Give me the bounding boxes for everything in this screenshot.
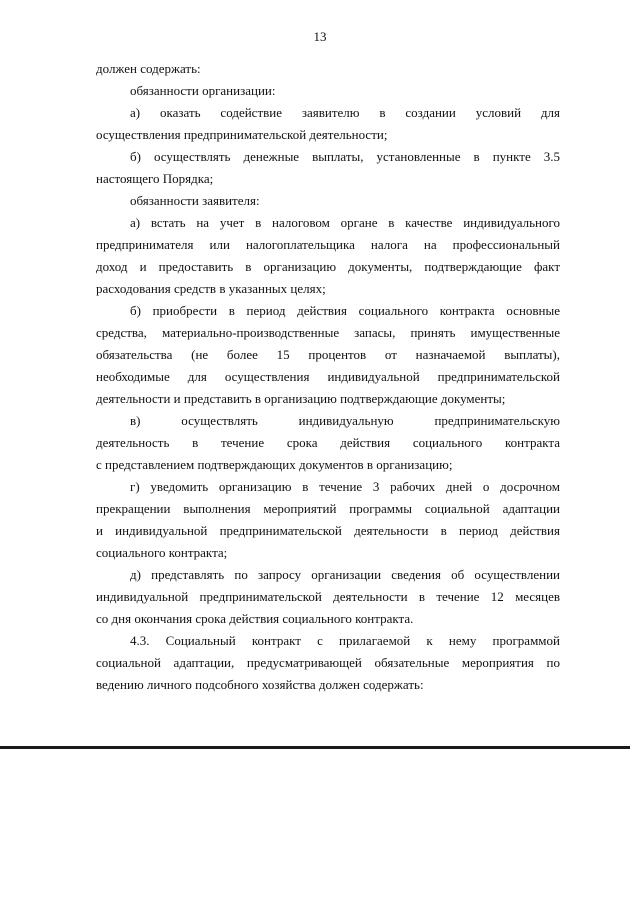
paragraph-org-duties-heading <box>96 80 560 102</box>
text-line: обязанности заявителя: <box>130 193 260 208</box>
paragraph-applicant-duties-heading <box>96 190 560 212</box>
document-body <box>96 58 560 696</box>
paragraph-applicant-duty-b <box>96 300 560 410</box>
text-line: а) оказать содействие заявителю в создании условий для <box>130 105 560 120</box>
text-line: должен содержать: <box>96 61 201 76</box>
text-line: осуществления предпринимательской деятельности; <box>96 127 388 142</box>
text-line: доход и предоставить в организацию документы, подтверждающие факт <box>96 259 560 274</box>
text-line: необходимые для осуществления индивидуальной предпринимательской <box>96 369 560 384</box>
text-line: б) осуществлять денежные выплаты, установленные в пункте 3.5 <box>130 149 560 164</box>
text-line: б) приобрести в период действия социального контракта основные <box>130 303 560 318</box>
text-line: с представлением подтверждающих документов в организацию; <box>96 457 453 472</box>
text-line: средства, материально-производственные запасы, принять имущественные <box>96 325 560 340</box>
text-line: расходования средств в указанных целях; <box>96 281 326 296</box>
text-line: предпринимателя или налогоплательщика налога на профессиональный <box>96 237 560 252</box>
text-line: ведению личного подсобного хозяйства должен содержать: <box>96 677 424 692</box>
text-line: деятельности и представить в организацию подтверждающие документы; <box>96 391 506 406</box>
text-line: прекращении выполнения мероприятий программы социальной адаптации <box>96 501 560 516</box>
text-line: обязанности организации: <box>130 83 276 98</box>
horizontal-rule <box>0 746 630 749</box>
text-line: а) встать на учет в налоговом органе в качестве индивидуального <box>130 215 560 230</box>
paragraph-org-duty-a <box>96 102 560 146</box>
text-line: со дня окончания срока действия социального контракта. <box>96 611 414 626</box>
text-line: д) представлять по запросу организации сведения об осуществлении <box>130 567 560 582</box>
text-line: обязательства (не более 15 процентов от назначаемой выплаты), <box>96 347 560 362</box>
paragraph-applicant-duty-a <box>96 212 560 300</box>
paragraph-applicant-duty-d <box>96 564 560 630</box>
text-line: и индивидуальной предпринимательской деятельности в период действия <box>96 523 560 538</box>
text-line: социального контракта; <box>96 545 228 560</box>
page-number: 13 <box>313 29 327 44</box>
text-line: в) осуществлять индивидуальную предпринимательскую <box>130 413 560 428</box>
paragraph-applicant-duty-g <box>96 476 560 564</box>
paragraph-applicant-duty-v <box>96 410 560 476</box>
text-line: настоящего Порядка; <box>96 171 214 186</box>
text-line: социальной адаптации, предусматривающей обязательные мероприятия по <box>96 655 560 670</box>
text-line: 4.3. Социальный контракт с прилагаемой к нему программой <box>130 633 560 648</box>
paragraph-intro <box>96 58 560 80</box>
text-line: г) уведомить организацию в течение 3 рабочих дней о досрочном <box>130 479 560 494</box>
paragraph-section-4-3 <box>96 630 560 696</box>
text-line: индивидуальной предпринимательской деятельности в течение 12 месяцев <box>96 589 560 604</box>
text-line: деятельность в течение срока действия социального контракта <box>96 435 560 450</box>
paragraph-org-duty-b <box>96 146 560 190</box>
